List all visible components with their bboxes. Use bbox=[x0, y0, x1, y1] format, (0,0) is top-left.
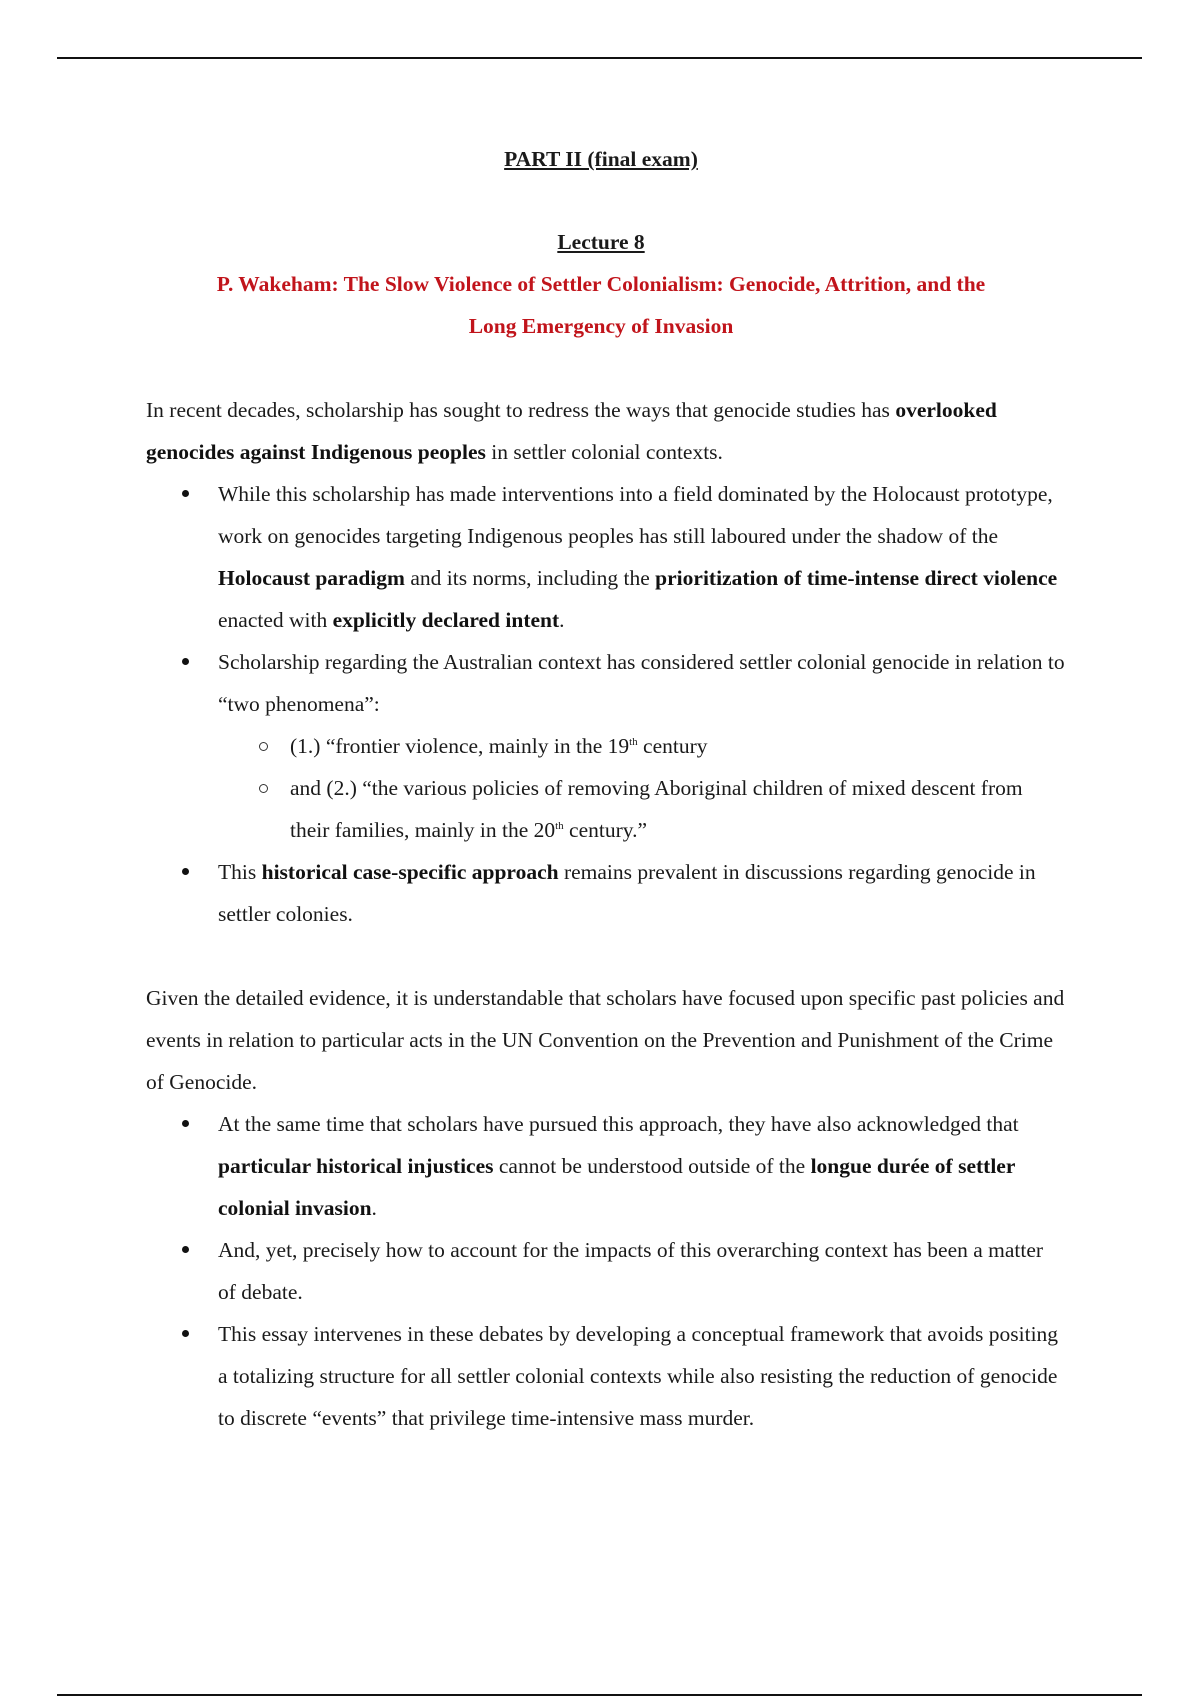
part-title: PART II (final exam) bbox=[504, 147, 698, 171]
bottom-rule bbox=[57, 1694, 1142, 1696]
section2-intro: Given the detailed evidence, it is understandable that scholars have focused upon specific past policies and events in relation to particular acts in the UN Convention on the Prevention and Punishment of the Crime of Genocide. bbox=[146, 986, 1065, 1094]
list-item: At the same time that scholars have pursued this approach, they have also acknowledged that particular historical injustices cannot be understood outside of the longue durée of settler colonial invasion. bbox=[218, 1103, 1066, 1229]
section2-bullets bbox=[146, 1103, 1066, 1439]
list-item: Scholarship regarding the Australian context has considered settler colonial genocide in relation to “two phenomena”: (1.) “frontier violence, mainly in the 19th century and (2.) “the various policies of removing Aboriginal children of mixed descent from their families, mainly in the 20th century.” bbox=[218, 641, 1066, 851]
section1-bullets bbox=[146, 473, 1066, 935]
article-title-line1: P. Wakeham: The Slow Violence of Settler Colonialism: Genocide, Attrition, and the bbox=[216, 272, 986, 296]
list-item: This essay intervenes in these debates by developing a conceptual framework that avoids positing a totalizing structure for all settler colonial contexts while also resisting the reduction of genocide to discrete “events” that privilege time-intensive mass murder. bbox=[218, 1313, 1066, 1439]
list-item: While this scholarship has made interventions into a field dominated by the Holocaust prototype, work on genocides targeting Indigenous peoples has still laboured under the shadow of the Holocaust paradigm and its norms, including the prioritization of time-intense direct violence enacted with explicitly declared intent. bbox=[218, 473, 1066, 641]
sub-list-item: (1.) “frontier violence, mainly in the 19th century bbox=[290, 725, 1066, 767]
section1-intro: In recent decades, scholarship has sought to redress the ways that genocide studies has overlooked genocides against Indigenous peoples in settler colonial contexts. bbox=[146, 398, 997, 464]
lecture-title: Lecture 8 bbox=[557, 230, 645, 254]
article-title bbox=[146, 263, 1056, 347]
document-body bbox=[146, 138, 1066, 1439]
sub-list-item: and (2.) “the various policies of removing Aboriginal children of mixed descent from their families, mainly in the 20th century.” bbox=[290, 767, 1066, 851]
sub-list bbox=[218, 725, 1066, 851]
list-item: And, yet, precisely how to account for the impacts of this overarching context has been a matter of debate. bbox=[218, 1229, 1066, 1313]
list-item: This historical case-specific approach remains prevalent in discussions regarding genocide in settler colonies. bbox=[218, 851, 1066, 935]
top-rule bbox=[57, 57, 1142, 59]
article-title-line2: Long Emergency of Invasion bbox=[468, 314, 734, 338]
